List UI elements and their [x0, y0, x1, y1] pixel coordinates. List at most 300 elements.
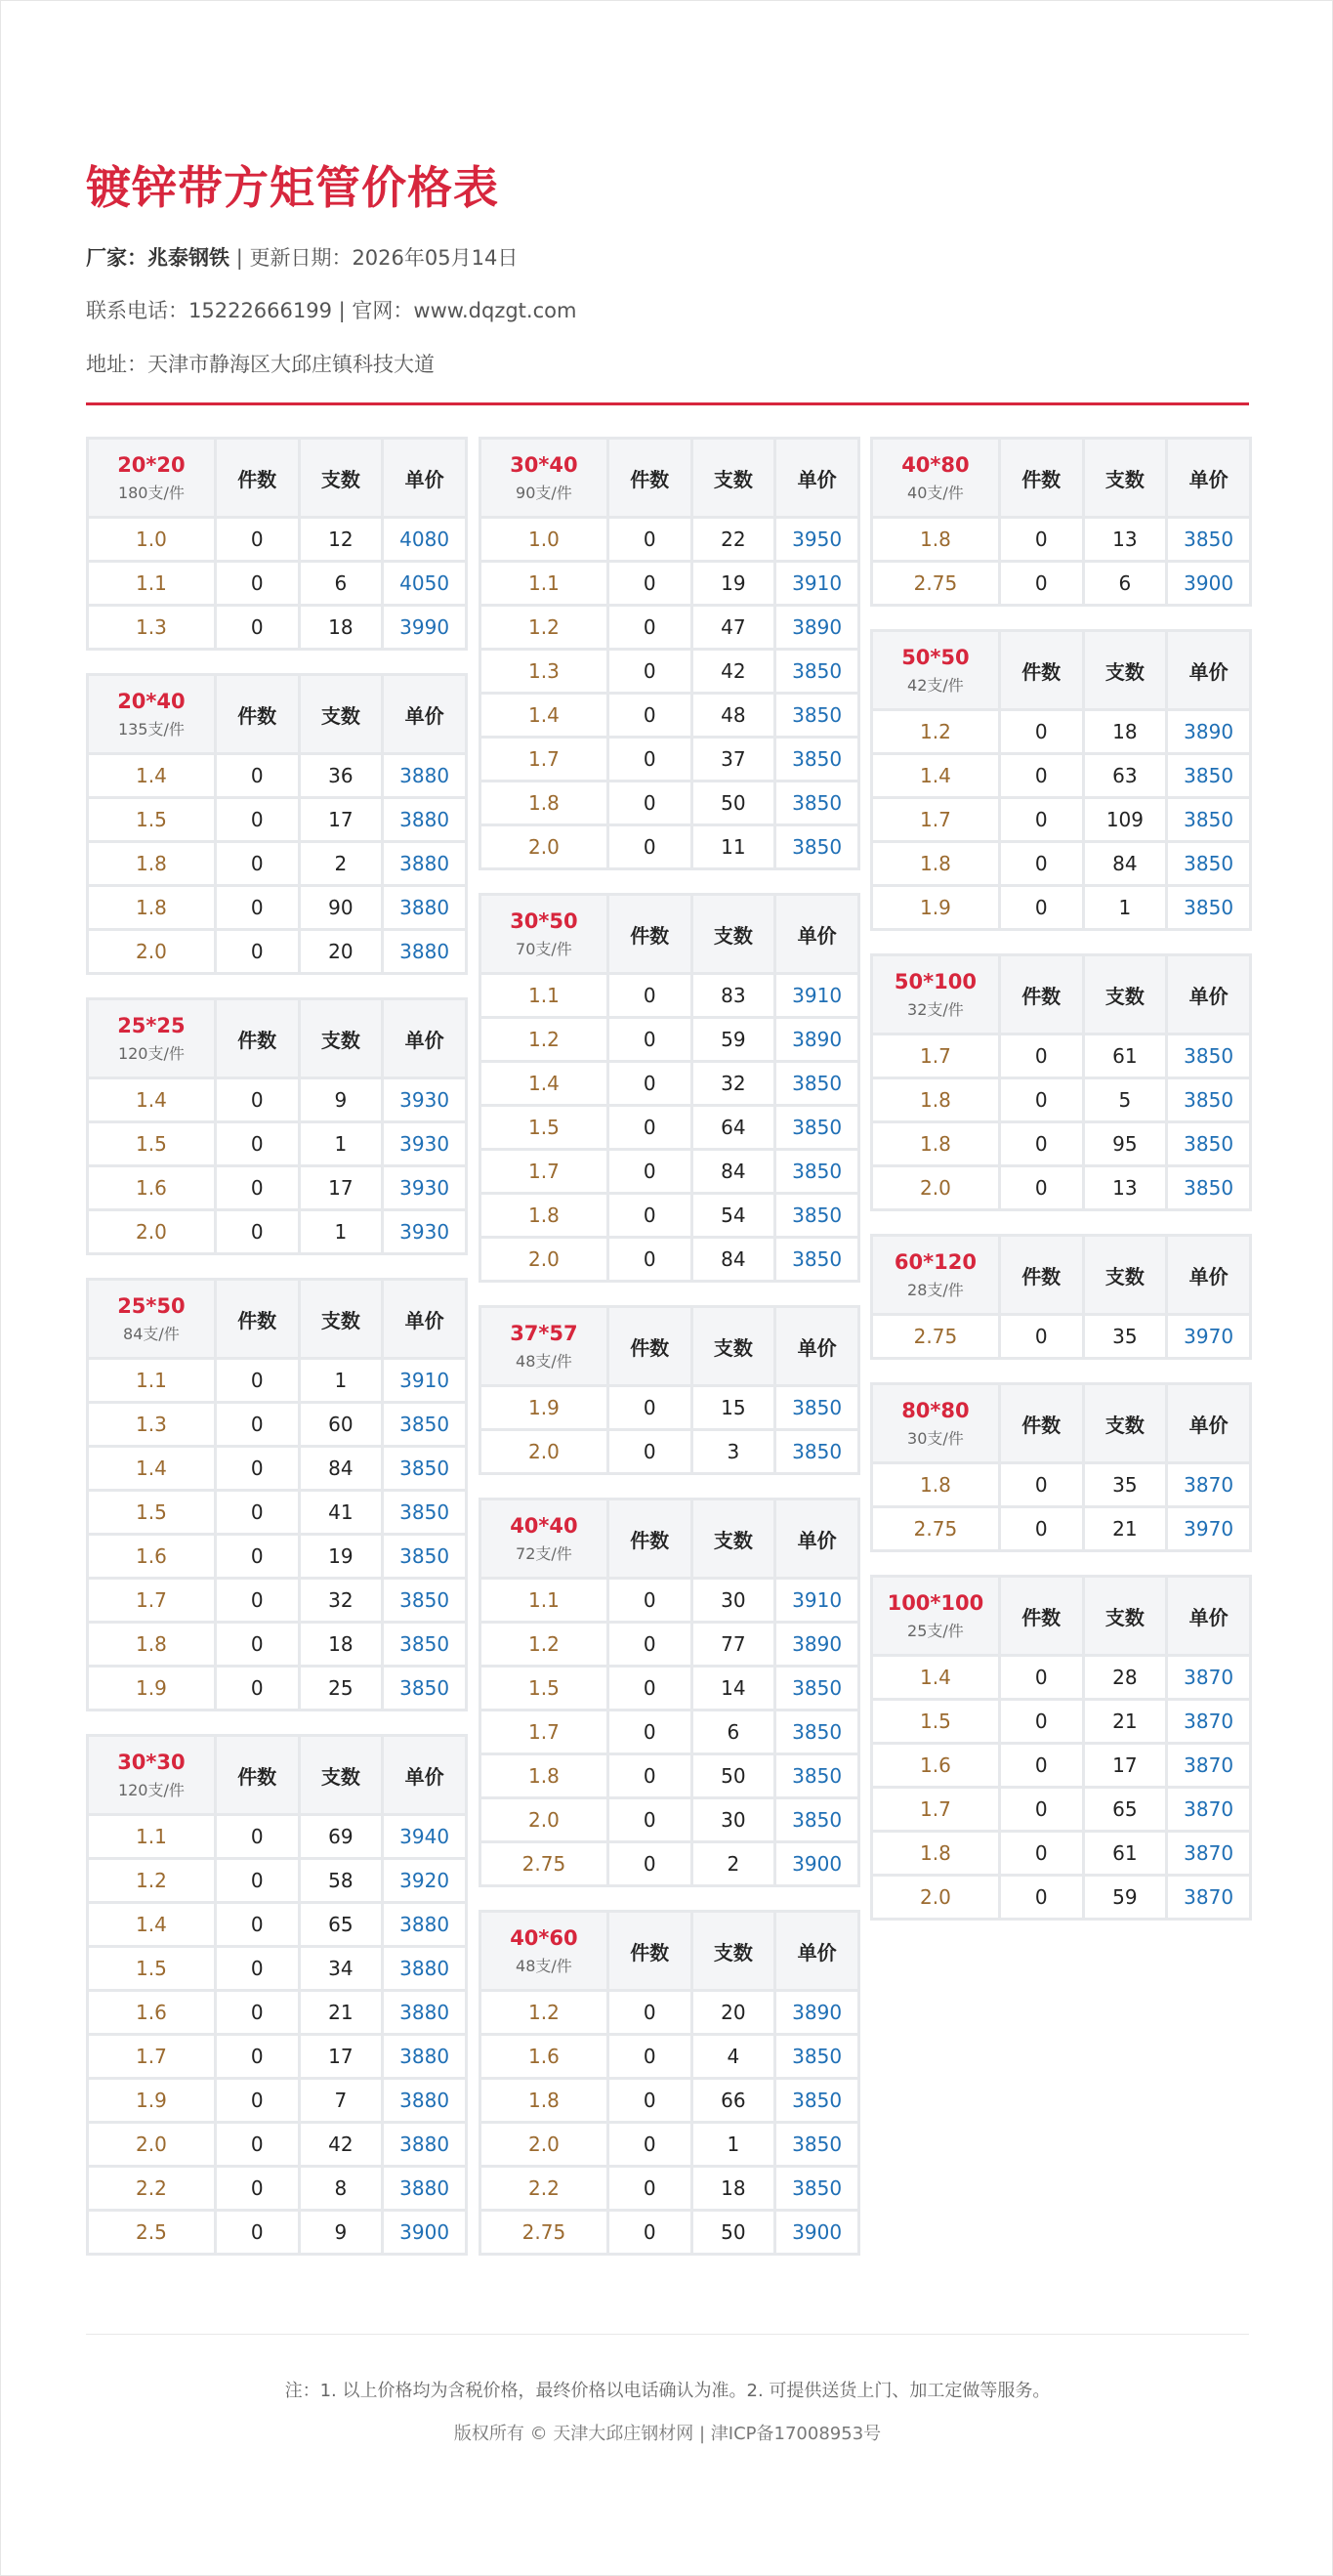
sticks-header: 支数 [301, 1000, 382, 1077]
table-row [89, 1492, 465, 1533]
thickness-cell: 1.3 [89, 607, 214, 648]
price-cell: 3850 [776, 2036, 857, 2077]
pieces-cell: 0 [217, 1079, 298, 1120]
sticks-cell: 1 [301, 1211, 382, 1252]
pieces-cell: 0 [609, 2124, 690, 2165]
price-cell: 3850 [776, 1431, 857, 1472]
sticks-cell: 6 [301, 563, 382, 604]
price-cell: 3910 [776, 563, 857, 604]
thickness-cell: 2.0 [481, 2124, 606, 2165]
table-row [481, 1063, 857, 1104]
footer-note: 注：1. 以上价格均为含税价格，最终价格以电话确认为准。2. 可提供送货上门、加工定做等服务。 [284, 2381, 1051, 2401]
pack-size: 70支/件 [516, 939, 572, 958]
table-row [89, 1904, 465, 1945]
sticks-header: 支数 [693, 896, 774, 972]
thickness-cell: 1.8 [873, 1833, 998, 1874]
table-header-row [873, 1578, 1249, 1654]
sticks-cell: 35 [1085, 1316, 1166, 1357]
thickness-cell: 1.5 [89, 1123, 214, 1164]
pieces-cell: 0 [609, 1992, 690, 2033]
sticks-cell: 19 [301, 1536, 382, 1577]
pieces-cell: 0 [217, 1948, 298, 1989]
pack-size: 90支/件 [516, 483, 572, 502]
price-cell: 3850 [1168, 755, 1249, 796]
price-cell: 3890 [776, 607, 857, 648]
thickness-cell: 1.7 [89, 1580, 214, 1621]
sticks-cell: 63 [1085, 755, 1166, 796]
pieces-cell: 0 [609, 975, 690, 1016]
price-header: 单价 [384, 1281, 465, 1357]
pieces-header: 件数 [217, 1281, 298, 1357]
sticks-cell: 21 [1085, 1508, 1166, 1549]
sticks-header: 支数 [1085, 632, 1166, 708]
pack-size: 28支/件 [907, 1280, 964, 1299]
table-row [481, 975, 857, 1016]
sticks-cell: 41 [301, 1492, 382, 1533]
spec-header-cell [89, 1000, 214, 1077]
price-cell: 3880 [384, 1948, 465, 1989]
thickness-cell: 1.1 [89, 563, 214, 604]
sticks-header: 支数 [693, 1500, 774, 1577]
pieces-cell: 0 [217, 1536, 298, 1577]
price-header: 单价 [384, 1737, 465, 1813]
table-header-row [89, 440, 465, 516]
sticks-header: 支数 [693, 1913, 774, 1989]
spec-header-cell [481, 1913, 606, 1989]
spec-header-cell [873, 1578, 998, 1654]
sticks-cell: 19 [693, 563, 774, 604]
spec-header-cell [873, 1237, 998, 1313]
pieces-cell: 0 [1001, 1745, 1082, 1786]
pieces-cell: 0 [609, 2036, 690, 2077]
table-row [89, 1123, 465, 1164]
pieces-cell: 0 [1001, 519, 1082, 560]
table-header-row [873, 956, 1249, 1033]
table-row [873, 1079, 1249, 1120]
table-row [481, 1580, 857, 1621]
sticks-cell: 42 [693, 651, 774, 692]
sticks-header: 支数 [301, 1737, 382, 1813]
table-row [481, 1107, 857, 1148]
sticks-cell: 61 [1085, 1833, 1166, 1874]
sticks-cell: 77 [693, 1624, 774, 1665]
sticks-cell: 5 [1085, 1079, 1166, 1120]
price-table [86, 1278, 468, 1711]
sticks-cell: 17 [301, 1167, 382, 1208]
sticks-cell: 58 [301, 1860, 382, 1901]
spec-header-cell [481, 1308, 606, 1384]
sticks-cell: 69 [301, 1816, 382, 1857]
pieces-cell: 0 [217, 1211, 298, 1252]
price-cell: 3850 [776, 2168, 857, 2209]
pieces-cell: 0 [609, 1580, 690, 1621]
price-cell: 4080 [384, 519, 465, 560]
pieces-cell: 0 [609, 607, 690, 648]
pieces-cell: 0 [1001, 799, 1082, 840]
pack-size: 25支/件 [907, 1621, 964, 1640]
sticks-header: 支数 [301, 676, 382, 752]
pieces-cell: 0 [609, 1107, 690, 1148]
pieces-cell: 0 [609, 563, 690, 604]
sticks-cell: 6 [693, 1711, 774, 1753]
table-row [481, 2036, 857, 2077]
pieces-header: 件数 [1001, 632, 1082, 708]
table-header-row [873, 1385, 1249, 1461]
table-row [89, 843, 465, 884]
table-row [89, 887, 465, 928]
pieces-cell: 0 [217, 1904, 298, 1945]
sticks-cell: 50 [693, 2212, 774, 2253]
thickness-cell: 1.9 [89, 1668, 214, 1709]
pieces-cell: 0 [609, 1019, 690, 1060]
spec-size: 20*20 [117, 452, 186, 477]
price-cell: 3850 [776, 1387, 857, 1428]
sticks-header: 支数 [1085, 440, 1166, 516]
pieces-cell: 0 [1001, 711, 1082, 752]
price-cell: 3850 [776, 1063, 857, 1104]
table-row [89, 1860, 465, 1901]
price-cell: 3850 [384, 1448, 465, 1489]
pieces-cell: 0 [217, 1624, 298, 1665]
pieces-cell: 0 [217, 931, 298, 972]
price-cell: 3970 [1168, 1508, 1249, 1549]
table-row [481, 1668, 857, 1709]
price-cell: 3930 [384, 1167, 465, 1208]
table-row [873, 799, 1249, 840]
pack-size: 135支/件 [117, 719, 185, 739]
pack-size: 120支/件 [117, 1780, 185, 1799]
spec-size: 50*50 [901, 645, 970, 669]
price-table [86, 673, 468, 975]
footer-copyright: 版权所有 © 天津大邱庄钢材网 | 津ICP备17008953号 [453, 2424, 882, 2444]
price-table [870, 437, 1252, 607]
maker-line [86, 242, 518, 272]
spec-header-cell [873, 632, 998, 708]
sticks-cell: 83 [693, 975, 774, 1016]
price-table [479, 1910, 860, 2256]
thickness-cell: 1.8 [481, 1195, 606, 1236]
pieces-cell: 0 [609, 2080, 690, 2121]
pieces-cell: 0 [1001, 1508, 1082, 1549]
spec-size: 20*40 [117, 689, 186, 713]
sticks-cell: 7 [301, 2080, 382, 2121]
pieces-cell: 0 [609, 1624, 690, 1665]
pieces-cell: 0 [217, 1580, 298, 1621]
table-row [873, 1745, 1249, 1786]
table-row [89, 1668, 465, 1709]
thickness-cell: 1.7 [873, 1789, 998, 1830]
price-header: 单价 [1168, 632, 1249, 708]
pieces-cell: 0 [217, 1992, 298, 2033]
table-header-row [89, 1000, 465, 1077]
update-date: | 更新日期：2026年05月14日 [235, 246, 519, 270]
pack-size: 40支/件 [907, 483, 964, 502]
pack-size: 120支/件 [117, 1043, 185, 1063]
spec-size: 50*100 [894, 969, 977, 993]
price-header: 单价 [776, 1500, 857, 1577]
sticks-cell: 11 [693, 826, 774, 867]
table-header-row [481, 1913, 857, 1989]
table-row [481, 1799, 857, 1840]
sticks-cell: 84 [693, 1151, 774, 1192]
thickness-cell: 1.2 [89, 1860, 214, 1901]
table-row [89, 607, 465, 648]
pieces-cell: 0 [609, 1668, 690, 1709]
pack-size: 42支/件 [907, 675, 964, 695]
price-header: 单价 [1168, 1578, 1249, 1654]
table-row [89, 1167, 465, 1208]
spec-size: 80*80 [901, 1398, 970, 1422]
pieces-cell: 0 [1001, 843, 1082, 884]
price-cell: 3850 [776, 1107, 857, 1148]
spec-header-cell [89, 440, 214, 516]
sticks-cell: 13 [1085, 1167, 1166, 1208]
table-row [873, 1701, 1249, 1742]
price-cell: 3930 [384, 1079, 465, 1120]
spec-size: 60*120 [894, 1249, 977, 1274]
pieces-header: 件数 [1001, 956, 1082, 1033]
thickness-cell: 2.0 [873, 1167, 998, 1208]
sticks-cell: 60 [301, 1404, 382, 1445]
pieces-cell: 0 [1001, 1167, 1082, 1208]
price-cell: 3880 [384, 1992, 465, 2033]
price-cell: 3880 [384, 1904, 465, 1945]
pieces-cell: 0 [217, 1448, 298, 1489]
sticks-cell: 65 [1085, 1789, 1166, 1830]
pieces-header: 件数 [217, 440, 298, 516]
sticks-cell: 18 [693, 2168, 774, 2209]
sticks-cell: 50 [693, 1755, 774, 1796]
sticks-cell: 2 [301, 843, 382, 884]
pieces-header: 件数 [609, 1500, 690, 1577]
thickness-cell: 1.5 [873, 1701, 998, 1742]
thickness-cell: 1.6 [89, 1992, 214, 2033]
price-cell: 3910 [776, 975, 857, 1016]
sticks-cell: 61 [1085, 1035, 1166, 1077]
thickness-cell: 2.2 [481, 2168, 606, 2209]
price-cell: 3890 [776, 1992, 857, 2033]
thickness-cell: 1.4 [89, 1904, 214, 1945]
thickness-cell: 1.4 [89, 1079, 214, 1120]
table-row [89, 2124, 465, 2165]
spec-header-cell [89, 676, 214, 752]
price-cell: 3880 [384, 931, 465, 972]
pieces-cell: 0 [609, 1711, 690, 1753]
sticks-cell: 3 [693, 1431, 774, 1472]
price-header: 单价 [384, 440, 465, 516]
pieces-cell: 0 [217, 799, 298, 840]
thickness-cell: 1.9 [873, 887, 998, 928]
price-header: 单价 [776, 1308, 857, 1384]
sticks-cell: 59 [693, 1019, 774, 1060]
table-row [873, 1877, 1249, 1918]
table-row [873, 755, 1249, 796]
sticks-cell: 84 [301, 1448, 382, 1489]
thickness-cell: 1.7 [89, 2036, 214, 2077]
pieces-cell: 0 [217, 887, 298, 928]
pieces-cell: 0 [609, 739, 690, 780]
sticks-cell: 47 [693, 607, 774, 648]
table-header-row [481, 440, 857, 516]
sticks-cell: 48 [693, 695, 774, 736]
pieces-cell: 0 [609, 519, 690, 560]
pieces-cell: 0 [217, 1668, 298, 1709]
pieces-header: 件数 [217, 676, 298, 752]
pieces-cell: 0 [1001, 887, 1082, 928]
price-cell: 3850 [776, 782, 857, 823]
pieces-header: 件数 [609, 1913, 690, 1989]
price-cell: 3880 [384, 887, 465, 928]
spec-header-cell [873, 956, 998, 1033]
sticks-cell: 65 [301, 1904, 382, 1945]
table-row [89, 799, 465, 840]
price-cell: 3910 [384, 1360, 465, 1401]
table-row [89, 2212, 465, 2253]
thickness-cell: 1.8 [89, 887, 214, 928]
thickness-cell: 1.2 [873, 711, 998, 752]
pack-size: 180支/件 [117, 483, 185, 502]
price-table [870, 1575, 1252, 1921]
pieces-header: 件数 [217, 1000, 298, 1077]
thickness-cell: 2.0 [89, 931, 214, 972]
pieces-cell: 0 [217, 1360, 298, 1401]
sticks-cell: 59 [1085, 1877, 1166, 1918]
price-table [870, 953, 1252, 1211]
pieces-cell: 0 [1001, 1079, 1082, 1120]
sticks-cell: 6 [1085, 563, 1166, 604]
pieces-cell: 0 [217, 2036, 298, 2077]
table-row [873, 1123, 1249, 1164]
table-row [89, 1948, 465, 1989]
table-row [89, 1211, 465, 1252]
table-row [89, 2168, 465, 2209]
thickness-cell: 1.9 [481, 1387, 606, 1428]
page-title: 镀锌带方矩管价格表 [86, 161, 499, 214]
table-row [873, 1035, 1249, 1077]
sticks-cell: 14 [693, 1668, 774, 1709]
table-row [89, 755, 465, 796]
table-header-row [89, 676, 465, 752]
thickness-cell: 2.0 [481, 826, 606, 867]
price-cell: 3990 [384, 607, 465, 648]
pieces-cell: 0 [609, 782, 690, 823]
table-row [89, 1079, 465, 1120]
table-row [873, 1789, 1249, 1830]
sticks-cell: 34 [301, 1948, 382, 1989]
thickness-cell: 2.0 [481, 1799, 606, 1840]
price-cell: 3900 [776, 1843, 857, 1884]
sticks-cell: 1 [301, 1123, 382, 1164]
price-table [479, 437, 860, 870]
table-row [89, 1536, 465, 1577]
thickness-cell: 1.5 [89, 799, 214, 840]
price-cell: 3870 [1168, 1789, 1249, 1830]
price-cell: 3850 [1168, 799, 1249, 840]
spec-header-cell [481, 896, 606, 972]
price-table [479, 1498, 860, 1887]
thickness-cell: 1.4 [481, 1063, 606, 1104]
thickness-cell: 1.5 [89, 1948, 214, 1989]
sticks-header: 支数 [1085, 956, 1166, 1033]
pieces-cell: 0 [217, 607, 298, 648]
pieces-cell: 0 [217, 1816, 298, 1857]
sticks-cell: 22 [693, 519, 774, 560]
thickness-cell: 1.4 [873, 1657, 998, 1698]
table-row [89, 1360, 465, 1401]
sticks-cell: 13 [1085, 519, 1166, 560]
price-cell: 3850 [384, 1624, 465, 1665]
price-cell: 3850 [384, 1492, 465, 1533]
price-cell: 3850 [1168, 843, 1249, 884]
pack-size: 30支/件 [907, 1428, 964, 1448]
thickness-cell: 1.4 [481, 695, 606, 736]
table-row [89, 563, 465, 604]
thickness-cell: 1.1 [481, 563, 606, 604]
sticks-cell: 18 [301, 1624, 382, 1665]
sticks-cell: 42 [301, 2124, 382, 2165]
table-row [89, 2080, 465, 2121]
table-row [873, 1833, 1249, 1874]
table-row [481, 1711, 857, 1753]
spec-header-cell [873, 1385, 998, 1461]
pieces-cell: 0 [1001, 1833, 1082, 1874]
sticks-cell: 84 [1085, 843, 1166, 884]
table-row [481, 1992, 857, 2033]
sticks-cell: 15 [693, 1387, 774, 1428]
thickness-cell: 1.8 [873, 1464, 998, 1505]
thickness-cell: 2.0 [873, 1877, 998, 1918]
table-row [481, 651, 857, 692]
table-row [481, 739, 857, 780]
sticks-cell: 37 [693, 739, 774, 780]
price-cell: 3950 [776, 519, 857, 560]
price-cell: 3850 [1168, 519, 1249, 560]
table-row [873, 887, 1249, 928]
table-header-row [873, 1237, 1249, 1313]
price-header: 单价 [776, 896, 857, 972]
table-row [481, 607, 857, 648]
price-cell: 3880 [384, 2124, 465, 2165]
thickness-cell: 1.4 [873, 755, 998, 796]
thickness-cell: 1.2 [481, 1624, 606, 1665]
pieces-cell: 0 [217, 563, 298, 604]
price-table [479, 893, 860, 1283]
pieces-cell: 0 [217, 1492, 298, 1533]
spec-size: 40*40 [510, 1513, 578, 1538]
thickness-cell: 1.5 [481, 1107, 606, 1148]
price-table [86, 997, 468, 1255]
thickness-cell: 1.8 [873, 519, 998, 560]
table-row [481, 1624, 857, 1665]
thickness-cell: 1.7 [481, 1711, 606, 1753]
sticks-header: 支数 [1085, 1578, 1166, 1654]
table-row [873, 1657, 1249, 1698]
thickness-cell: 1.5 [89, 1492, 214, 1533]
sticks-cell: 21 [1085, 1701, 1166, 1742]
table-row [481, 1843, 857, 1884]
thickness-cell: 1.8 [481, 2080, 606, 2121]
table-header-row [873, 632, 1249, 708]
pieces-cell: 0 [217, 843, 298, 884]
pieces-cell: 0 [217, 2168, 298, 2209]
spec-size: 37*57 [510, 1321, 578, 1345]
thickness-cell: 1.4 [89, 755, 214, 796]
price-cell: 3850 [776, 695, 857, 736]
thickness-cell: 1.8 [481, 1755, 606, 1796]
spec-size: 40*60 [510, 1925, 578, 1950]
sticks-header: 支数 [1085, 1385, 1166, 1461]
pieces-cell: 0 [609, 1431, 690, 1472]
